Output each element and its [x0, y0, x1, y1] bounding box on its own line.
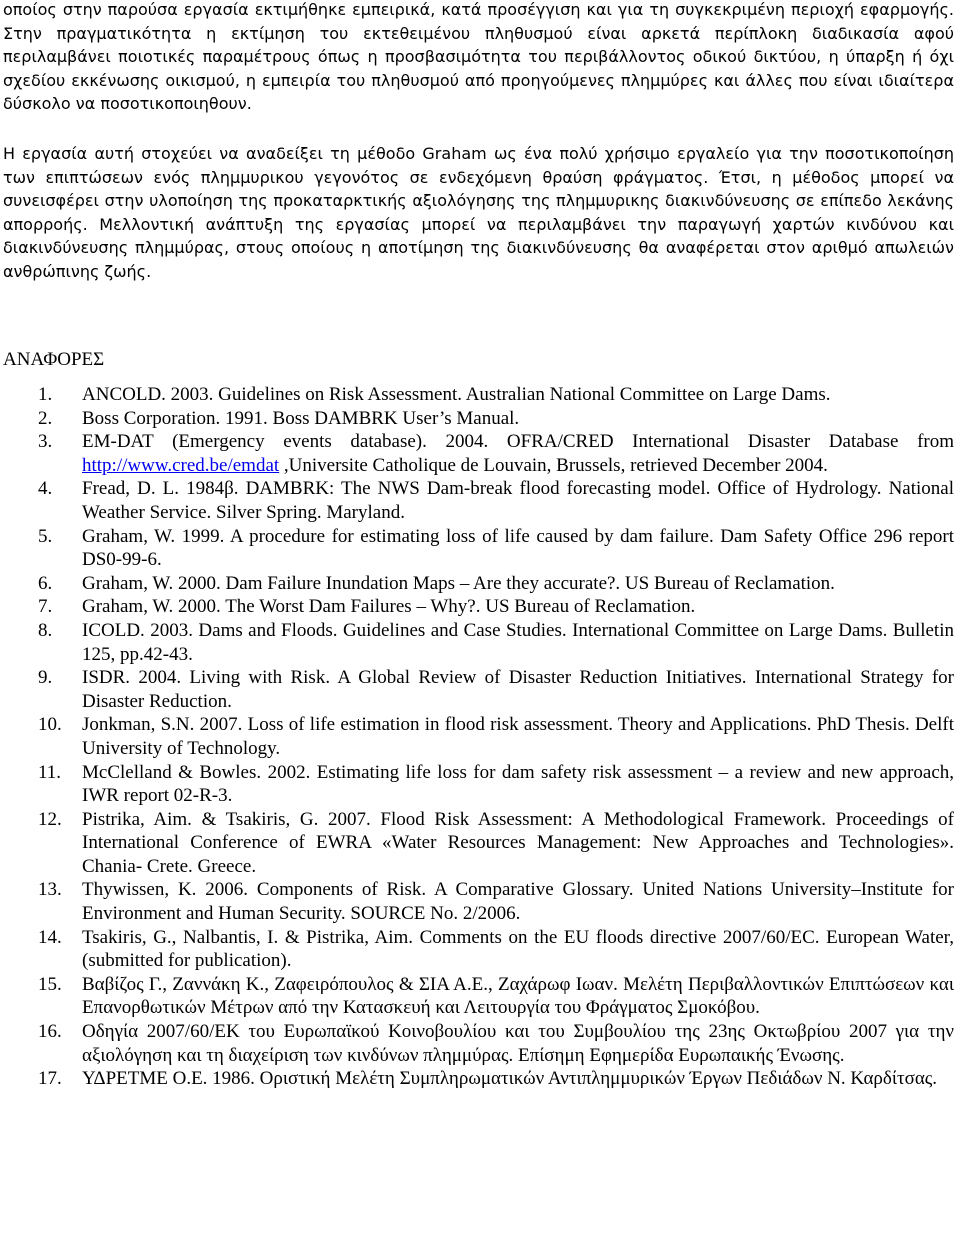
reference-text: ANCOLD. 2003. Guidelines on Risk Assessment. Australian National Committee on Large Dams.	[82, 384, 831, 405]
reference-item	[0, 407, 960, 431]
intro-paragraph-1: οποίος στην παρούσα εργασία εκτιμήθηκε εμπειρικά, κατά προσέγγιση και για τη συγκεκριμένη περιοχή εφαρμογής. Στην πραγματικότητα η εκτίμηση του εκτεθειμένου πληθυσμού είναι αρκετά περίπλοκη διαδικασία αφού περιλαμβάνει ποιοτικές παραμέτρους όπως η προσβασιμότητα του περιβάλλοντος οδικού δικτύου, η ύπαρξη ή όχι σχεδίου εκκένωσης οικισμού, η εμπειρία του πληθυσμού από προηγούμενες πλημμύρες και άλλες που είναι ιδιαίτερα δύσκολο να ποσοτικοποιηθουν.	[3, 0, 954, 113]
reference-text-continued: ,Universite Catholique de Louvain, Brussels, retrieved December 2004.	[279, 454, 828, 476]
reference-text: Οδηγία 2007/60/ΕΚ του Ευρωπαϊκού Κοινοβουλίου και του Συμβουλίου της 23ης Οκτωβρίου 2007 για την αξιολόγηση και τη διαχείριση των κινδύνων πλημμύρας. Επίσημη Εφημερίδα Ευρωπαικής Ένωσης.	[82, 1021, 954, 1066]
reference-number: 8.	[38, 619, 53, 641]
reference-item	[0, 666, 960, 713]
reference-text: Βαβίζος Γ., Ζαννάκη Κ., Ζαφειρόπουλος & ΣΙΑ Α.Ε., Ζαχάρωφ Ιωαν. Μελέτη Περιβαλλοντικών Επιπτώσεων και Επανορθωτικών Μέτρων από την Κατασκευή και Λειτουργία του Φράγματος Σμοκόβου.	[82, 973, 954, 1019]
intro-paragraph-2: Η εργασία αυτή στοχεύει να αναδείξει τη μέθοδο Graham ως ένα πολύ χρήσιμο εργαλείο για την ποσοτικοποίηση των επιπτώσεων ενός πλημμυρικου γεγονότος σε ενδεχόμενη θραύση φράγματος. Έτσι, η μέθοδος μπορεί να συνεισφέρει στην υλοποίηση της προκαταρκτικής αξιολόγησης της πλημμυρικης διακινδύνευσης σε επίπεδο λεκάνης απορροής. Μελλοντική ανάπτυξη της εργασίας μπορεί να περιλαμβάνει την παραγωγή χαρτών κινδύνου και διακινδύνευσης πλημμύρας, στους οποίους η αποτίμηση της διακινδύνευσης θα αναφέρεται στον αριθμό απωλειών ανθρώπινης ζωής.	[3, 144, 954, 281]
reference-number: 3.	[38, 431, 53, 453]
reference-number: 1.	[38, 384, 53, 405]
reference-number: 17.	[38, 1068, 62, 1090]
references-heading: ΑΝΑΦΟΡΕΣ	[3, 349, 105, 370]
reference-number: 13.	[38, 879, 62, 901]
reference-item	[0, 1067, 960, 1091]
reference-number: 4.	[38, 478, 53, 500]
reference-text: Graham, W. 1999. A procedure for estimating loss of life caused by dam failure. Dam Safety Office 296 report DS0-99-6.	[82, 525, 954, 571]
reference-text: ISDR. 2004. Living with Risk. A Global Review of Disaster Reduction Initiatives. International Strategy for Disaster Reduction.	[82, 667, 954, 712]
reference-number: 14.	[38, 926, 62, 948]
reference-number: 16.	[38, 1021, 62, 1043]
reference-number: 10.	[38, 714, 62, 736]
reference-item	[0, 430, 960, 477]
reference-item	[0, 761, 960, 808]
reference-item	[0, 572, 960, 596]
reference-item	[0, 525, 960, 572]
reference-text: Graham, W. 2000. The Worst Dam Failures – Why?. US Bureau of Reclamation.	[82, 596, 696, 618]
reference-item	[0, 1020, 960, 1067]
reference-item	[0, 878, 960, 925]
reference-number: 11.	[38, 761, 62, 783]
references-list	[0, 383, 960, 1091]
reference-number: 12.	[38, 808, 62, 830]
reference-number: 5.	[38, 525, 53, 547]
reference-text: Pistrika, Aim. & Tsakiris, G. 2007. Flood Risk Assessment: A Methodological Framework. Proceedings of International Conference of EWRA «Water Resources Management: New Approaches and Technologies». Chania- Crete. Greece.	[82, 808, 954, 877]
reference-text: Fread, D. L. 1984β. DAMBRK: The NWS Dam-break flood forecasting model. Office of Hydrology. National Weather Service. Silver Spring. Maryland.	[82, 478, 954, 523]
reference-number: 15.	[38, 973, 62, 995]
reference-item	[0, 926, 960, 973]
reference-item	[0, 619, 960, 666]
reference-text: Tsakiris, G., Nalbantis, I. & Pistrika, Aim. Comments on the EU floods directive 2007/60/EC. European Water, (submitted for publication).	[82, 926, 954, 972]
reference-text: Thywissen, K. 2006. Components of Risk. A Comparative Glossary. United Nations University–Institute for Environment and Human Security. SOURCE No. 2/2006.	[82, 879, 954, 925]
reference-number: 7.	[38, 596, 53, 618]
emdat-link[interactable]: http://www.cred.be/emdat	[82, 454, 280, 476]
reference-text: McClelland & Bowles. 2002. Estimating life loss for dam safety risk assessment – a review and new approach, IWR report 02-R-3.	[82, 761, 954, 807]
reference-number: 9.	[38, 667, 53, 689]
reference-number: 6.	[38, 572, 53, 594]
reference-number: 2.	[38, 407, 53, 429]
reference-item	[0, 973, 960, 1020]
reference-item	[0, 595, 960, 619]
reference-text: Jonkman, S.N. 2007. Loss of life estimation in flood risk assessment. Theory and Applications. PhD Thesis. Delft University of Technology.	[82, 714, 954, 759]
reference-text: ΥΔΡΕΤΜΕ Ο.Ε. 1986. Οριστική Μελέτη Συμπληρωματικών Αντιπλημμυρικών Έργων Πεδιάδων Ν. Καρδίτσας.	[82, 1068, 938, 1090]
reference-text: Boss Corporation. 1991. Boss DAMBRK User’s Manual.	[82, 407, 520, 429]
reference-item	[0, 477, 960, 524]
reference-text: ICOLD. 2003. Dams and Floods. Guidelines and Case Studies. International Committee on Large Dams. Bulletin 125, pp.42-43.	[82, 619, 954, 665]
reference-text: EM-DAT (Emergency events database). 2004. OFRA/CRED International Disaster Database from	[82, 431, 954, 453]
reference-item	[0, 383, 960, 407]
reference-text: Graham, W. 2000. Dam Failure Inundation Maps – Are they accurate?. US Bureau of Reclamation.	[82, 572, 835, 594]
reference-item	[0, 808, 960, 879]
reference-item	[0, 713, 960, 760]
